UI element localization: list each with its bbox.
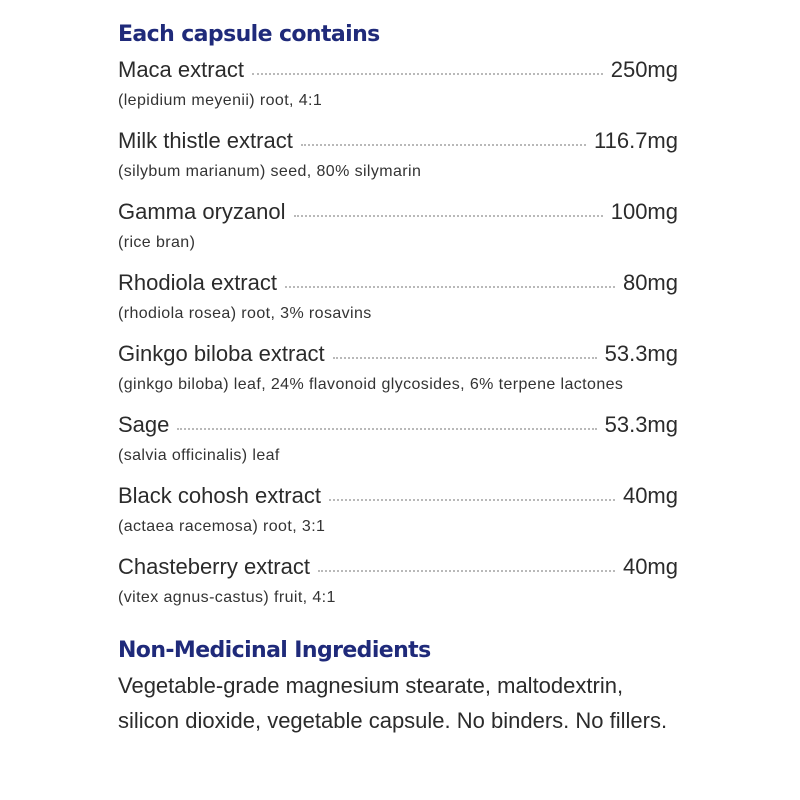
ingredient-name: Black cohosh extract (118, 483, 321, 508)
leader-dots (252, 73, 603, 75)
leader-dots (333, 357, 597, 359)
ingredient-row (118, 265, 678, 300)
ingredient-row (118, 336, 678, 371)
leader-dots (318, 570, 615, 572)
ingredient-list (118, 52, 678, 612)
ingredient-row (118, 549, 678, 584)
ingredient-name: Gamma oryzanol (118, 199, 286, 224)
ingredient-description: (actaea racemosa) root, 3:1 (118, 518, 326, 535)
ingredient-description: (rhodiola rosea) root, 3% rosavins (118, 305, 372, 322)
leader-dots (177, 428, 596, 430)
ingredient-row (118, 123, 678, 158)
ingredient-name: Sage (118, 412, 170, 437)
leader-dots (329, 499, 615, 501)
ingredient-amount: 250mg (610, 57, 678, 82)
ingredient-amount: 116.7mg (594, 128, 678, 153)
non-medicinal-text: Vegetable-grade magnesium stearate, maltodextrin, silicon dioxide, vegetable capsule. No binders. No fillers. (118, 673, 668, 733)
ingredient-description: (salvia officinalis) leaf (118, 447, 280, 464)
ingredient-amount: 100mg (610, 199, 678, 224)
ingredient-name: Milk thistle extract (118, 128, 293, 153)
supplement-facts-panel (118, 18, 678, 738)
ingredient-name: Chasteberry extract (118, 554, 310, 579)
ingredient-row (118, 52, 678, 87)
leader-dots (294, 215, 603, 217)
ingredient-item (118, 407, 678, 470)
ingredient-item (118, 265, 678, 328)
ingredient-item (118, 549, 678, 612)
ingredient-row (118, 194, 678, 229)
ingredient-description: (vitex agnus-castus) fruit, 4:1 (118, 589, 336, 606)
ingredient-item (118, 52, 678, 115)
ingredient-item (118, 336, 678, 399)
ingredient-name: Ginkgo biloba extract (118, 341, 325, 366)
ingredient-description: (silybum marianum) seed, 80% silymarin (118, 163, 422, 180)
ingredient-item (118, 478, 678, 541)
leader-dots (285, 286, 615, 288)
contains-heading: Each capsule contains (118, 22, 380, 47)
ingredient-name: Rhodiola extract (118, 270, 277, 295)
ingredient-description: (rice bran) (118, 234, 196, 251)
ingredient-item (118, 123, 678, 186)
ingredient-amount: 40mg (622, 483, 678, 508)
ingredient-description: (ginkgo biloba) leaf, 24% flavonoid glycosides, 6% terpene lactones (118, 376, 624, 393)
non-medicinal-heading: Non-Medicinal Ingredients (118, 638, 431, 663)
ingredient-row (118, 407, 678, 442)
section-spacer (118, 620, 678, 634)
ingredient-item (118, 194, 678, 257)
leader-dots (301, 144, 586, 146)
ingredient-description: (lepidium meyenii) root, 4:1 (118, 92, 323, 109)
ingredient-name: Maca extract (118, 57, 244, 82)
ingredient-amount: 40mg (622, 554, 678, 579)
ingredient-amount: 80mg (622, 270, 678, 295)
ingredient-amount: 53.3mg (604, 341, 678, 366)
ingredient-row (118, 478, 678, 513)
ingredient-amount: 53.3mg (604, 412, 678, 437)
